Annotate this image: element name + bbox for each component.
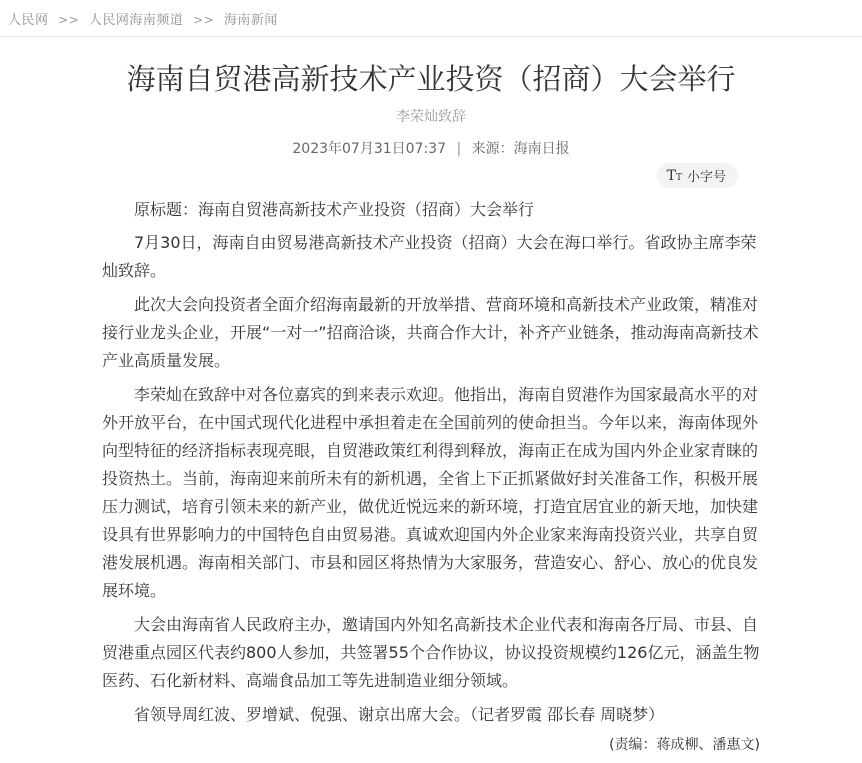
article-title: 海南自贸港高新技术产业投资（招商）大会举行 xyxy=(126,62,736,96)
original-title-line xyxy=(102,197,760,223)
article-body xyxy=(102,229,760,729)
article-meta xyxy=(102,139,760,159)
article-container xyxy=(102,61,760,763)
breadcrumb-separator: >> xyxy=(193,13,215,27)
font-size-icon: TT xyxy=(666,167,682,184)
original-title-text: 海南自贸港高新技术产业投资（招商）大会举行 xyxy=(198,200,535,219)
breadcrumb-link-hainan-channel[interactable]: 人民网海南频道 xyxy=(88,13,184,28)
article-paragraph: 此次大会向投资者全面介绍海南最新的开放举措、营商环境和高新技术产业政策，精准对接行业龙头企业，开展“一对一”招商洽谈，共商合作大计，补齐产业链条，推动海南高新技术产业高质量发展。 xyxy=(102,295,759,370)
article-paragraph: 7月30日，海南自由贸易港高新技术产业投资（招商）大会在海口举行。省政协主席李荣灿致辞。 xyxy=(102,233,757,280)
article-paragraph: 大会由海南省人民政府主办，邀请国内外知名高新技术企业代表和海南各厅局、市县、自贸港重点园区代表约800人参加，共签署55个合作协议，协议投资规模约126亿元，涵盖生物医药、石化新材料、高端食品加工等先进制造业细分领域。 xyxy=(102,615,760,690)
editor-credit: (责编：蒋成柳、潘惠文) xyxy=(609,737,760,753)
breadcrumb-link-hainan-news[interactable]: 海南新闻 xyxy=(223,13,278,28)
breadcrumb-link-people-net[interactable]: 人民网 xyxy=(8,13,49,28)
source-label: 来源： xyxy=(471,141,514,157)
original-title-label: 原标题： xyxy=(134,200,199,219)
breadcrumb-separator: >> xyxy=(58,13,80,27)
article-toolbar xyxy=(102,163,760,185)
meta-separator: | xyxy=(456,141,462,157)
publish-date: 2023年07月31日07:37 xyxy=(292,141,446,157)
font-size-button[interactable] xyxy=(657,163,738,188)
article-paragraph: 李荣灿在致辞中对各位嘉宾的到来表示欢迎。他指出，海南自贸港作为国家最高水平的对外开放平台，在中国式现代化进程中承担着走在全国前列的使命担当。今年以来，海南体现外向型特征的经济指标表现亮眼，自贸港政策红利得到释放，海南正在成为国内外企业家青睐的投资热土。当前，海南迎来前所未有的新机遇，全省上下正抓紧做好封关准备工作，积极开展压力测试，培育引领未来的新产业，做优近悦远来的新环境，打造宜居宜业的新天地，加快建设具有世界影响力的中国特色自由贸易港。真诚欢迎国内外企业家来海南投资兴业，共享自贸港发展机遇。海南相关部门、市县和园区将热情为大家服务，营造安心、舒心、放心的优良发展环境。 xyxy=(102,385,759,600)
source-name: 海南日报 xyxy=(513,141,570,157)
breadcrumb xyxy=(0,0,862,37)
article-subtitle: 李荣灿致辞 xyxy=(396,109,466,125)
font-size-button-label: 小字号 xyxy=(686,170,726,185)
article-paragraph: 省领导周红波、罗增斌、倪强、谢京出席大会。（记者罗霞 邵长春 周晓梦） xyxy=(134,705,665,724)
